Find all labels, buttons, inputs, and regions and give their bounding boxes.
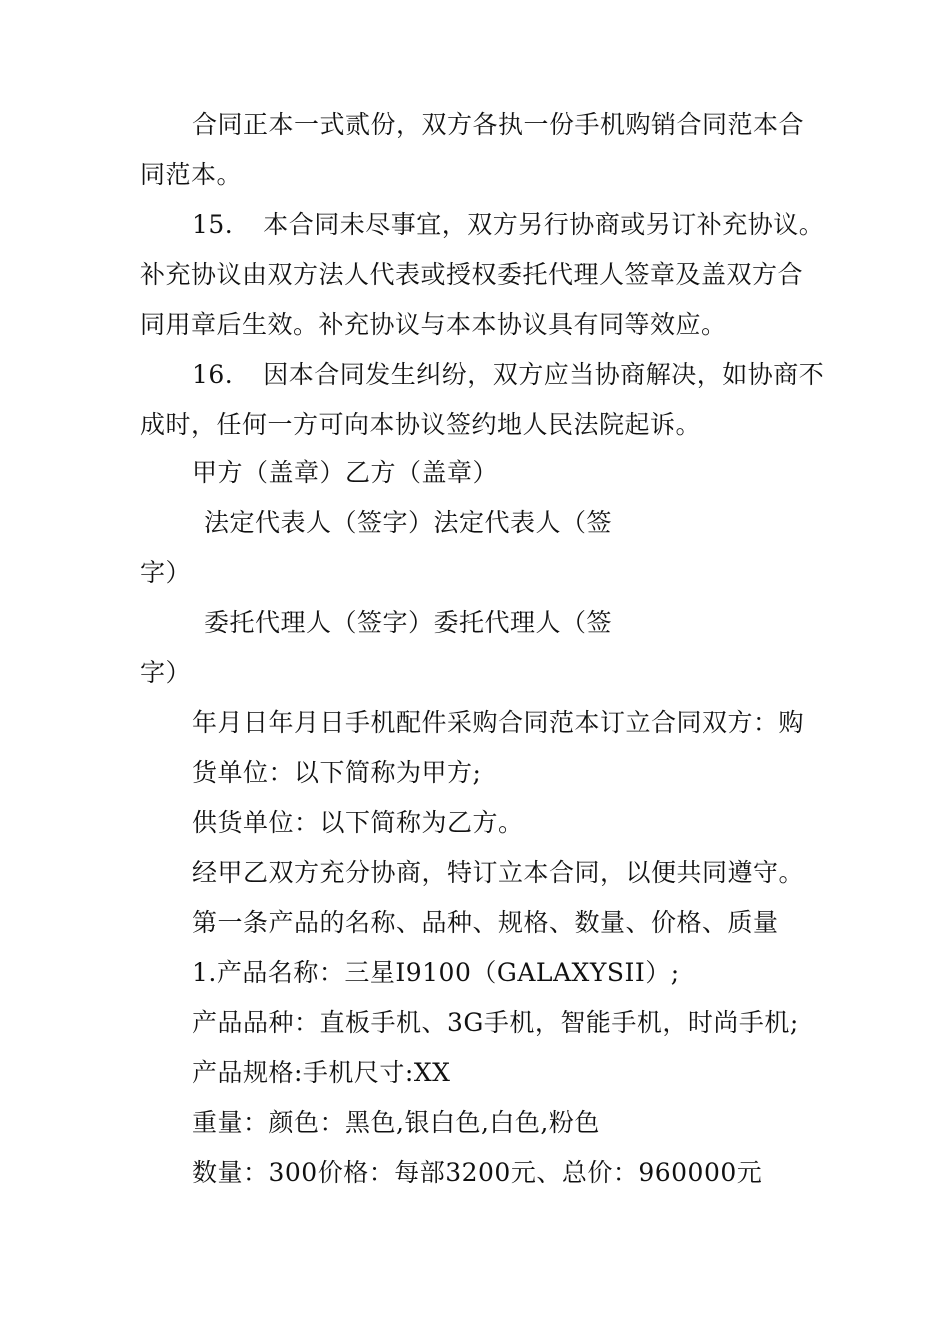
clause-number: 16. bbox=[192, 360, 234, 389]
numbered-clause-15 bbox=[192, 208, 824, 242]
section-heading: 第一条产品的名称、品种、规格、数量、价格、质量 bbox=[192, 908, 779, 937]
product-spec-line: 产品规格:手机尺寸:XX bbox=[192, 1058, 451, 1087]
paragraph-line: 年月日年月日手机配件采购合同范本订立合同双方：购 bbox=[192, 708, 805, 737]
clause-text: 本合同未尽事宜，双方另行协商或另订补充协议。 bbox=[263, 210, 825, 239]
signature-representative-line: 法定代表人（签字）法定代表人（签 bbox=[204, 508, 613, 537]
paragraph-line: 同用章后生效。补充协议与本本协议具有同等效应。 bbox=[140, 310, 727, 339]
clause-number: 15. bbox=[192, 210, 234, 239]
signature-agent-line: 委托代理人（签字）委托代理人（签 bbox=[204, 608, 613, 637]
paragraph-line: 合同正本一式贰份，双方各执一份手机购销合同范本合 bbox=[192, 110, 805, 139]
clause-text: 因本合同发生纠纷，双方应当协商解决，如协商不 bbox=[263, 360, 825, 389]
signature-party-line: 甲方（盖章）乙方（盖章） bbox=[192, 458, 499, 487]
paragraph-line: 成时，任何一方可向本协议签约地人民法院起诉。 bbox=[140, 410, 702, 439]
paragraph-line: 补充协议由双方法人代表或授权委托代理人签章及盖双方合 bbox=[140, 260, 804, 289]
product-variety-line: 产品品种：直板手机、3G手机，智能手机，时尚手机; bbox=[192, 1008, 799, 1037]
paragraph-line: 字） bbox=[140, 558, 192, 587]
numbered-clause-16 bbox=[192, 358, 824, 392]
product-weight-color-line: 重量：颜色：黑色,银白色,白色,粉色 bbox=[192, 1108, 600, 1137]
paragraph-line: 货单位：以下简称为甲方; bbox=[192, 758, 482, 787]
product-quantity-price-line: 数量：300价格：每部3200元、总价：960000元 bbox=[192, 1158, 763, 1187]
paragraph-line: 供货单位：以下简称为乙方。 bbox=[192, 808, 524, 837]
paragraph-line: 字） bbox=[140, 658, 192, 687]
paragraph-line: 同范本。 bbox=[140, 160, 243, 189]
product-name-line: 1.产品名称：三星I9100（GALAXYSII）; bbox=[192, 958, 680, 987]
paragraph-line: 经甲乙双方充分协商，特订立本合同，以便共同遵守。 bbox=[192, 858, 805, 887]
